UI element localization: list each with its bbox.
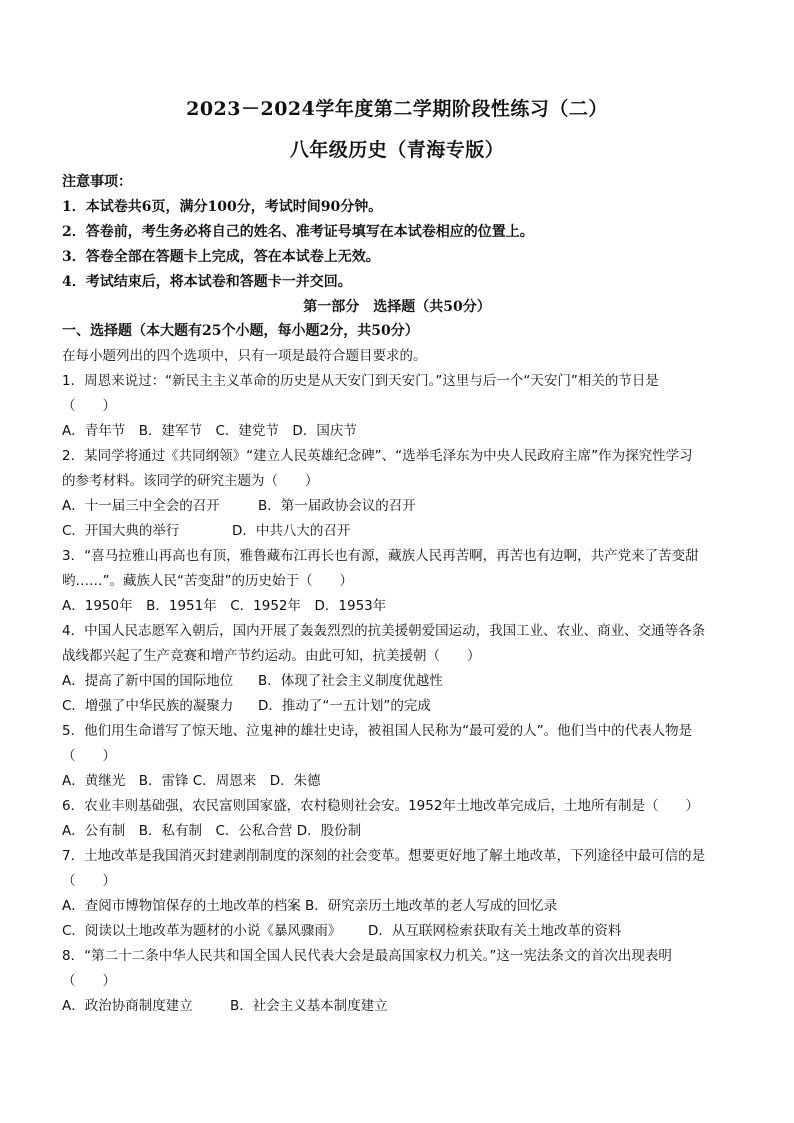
question-options [62, 671, 742, 691]
question-stem: 哟……”。藏族人民“苦变甜”的历史始于（ ） [62, 573, 353, 589]
question-stem: （ ） [62, 973, 116, 989]
question-stem: 8．“第二十二条中华人民共和国全国人民代表大会是最高国家权力机关。”这一宪法条文的首次出现表明 [62, 948, 672, 964]
option-a: A．十一届三中全会的召开 [62, 498, 220, 514]
question-stem: 4．中国人民志愿军入朝后，国内开展了轰轰烈烈的抗美援朝爱国运动，我国工业、农业、商业、交通等各条 [62, 623, 706, 639]
question-options [62, 696, 742, 716]
option-b: B．第一届政协会议的召开 [258, 498, 416, 514]
part-heading: 第一部分 选择题（共50分） [303, 299, 491, 315]
option-a: A．提高了新中国的国际地位 [62, 673, 234, 689]
notice-heading: 注意事项： [62, 174, 132, 190]
question-stem: （ ） [62, 398, 116, 414]
option-line: A．青年节 B．建军节 C．建党节 D．国庆节 [62, 423, 357, 439]
option-d: D．推动了“一五计划”的完成 [258, 698, 431, 714]
question-options [62, 421, 742, 441]
notice-item: 3．答卷全部在答题卡上完成，答在本试卷上无效。 [62, 249, 380, 265]
question-options [62, 596, 742, 616]
question-stem: 5．他们用生命谱写了惊天地、泣鬼神的雄壮史诗，被祖国人民称为“最可爱的人”。他们当中的代表人物是 [62, 723, 693, 739]
option-d: D．从互联网检索获取有关土地改革的资料 [368, 923, 622, 939]
question-options [62, 921, 742, 941]
question-options [62, 821, 742, 841]
section-instruction: 在每小题列出的四个选项中，只有一项是最符合题目要求的。 [62, 348, 427, 364]
option-b: B．体现了社会主义制度优越性 [258, 673, 443, 689]
question-stem: （ ） [62, 873, 116, 889]
question-stem: （ ） [62, 748, 116, 764]
question-options [62, 771, 742, 791]
option-line: A．公有制 B．私有制 C．公私合营 D．股份制 [62, 823, 362, 839]
option-line: A．黄继光 B．雷锋 C．周恩来 D．朱德 [62, 773, 321, 789]
notice-item: 1．本试卷共6页，满分100分，考试时间90分钟。 [62, 199, 383, 215]
question-stem: 的参考材料。该同学的研究主题为（ ） [62, 473, 319, 489]
question-stem: 7．土地改革是我国消灭封建剥削制度的深刻的社会变革。想要更好地了解土地改革，下列途径中最可信的是 [62, 848, 706, 864]
option-b: B．社会主义基本制度建立 [230, 998, 388, 1014]
option-c: C．增强了中华民族的凝聚力 [62, 698, 234, 714]
question-options [62, 896, 742, 916]
option-line: A．1950年 B．1951年 C．1952年 D．1953年 [62, 598, 387, 614]
question-stem: 6．农业丰则基础强，农民富则国家盛，农村稳则社会安。1952年土地改革完成后，土地所有制是（ ） [62, 798, 699, 814]
option-d: D．中共八大的召开 [232, 523, 351, 539]
section-heading: 一、选择题（本大题有25个小题，每小题2分，共50分） [62, 323, 419, 339]
notice-item: 2．答卷前，考生务必将自己的姓名、准考证号填写在本试卷相应的位置上。 [62, 224, 534, 240]
option-c: C．阅读以土地改革为题材的小说《暴风骤雨》 [62, 923, 342, 939]
question-options [62, 996, 742, 1016]
option-line: A．查阅市博物馆保存的土地改革的档案 B．研究亲历土地改革的老人写成的回忆录 [62, 898, 558, 914]
exam-title: 2023－2024学年度第二学期阶段性练习（二） [186, 98, 608, 120]
question-stem: 2．某同学将通过《共同纲领》“建立人民英雄纪念碑”、“选举毛泽东为中央人民政府主席”作为探究性学习 [62, 448, 693, 464]
question-options [62, 521, 742, 541]
question-stem: 战线都兴起了生产竞赛和增产节约运动。由此可知，抗美援朝（ ） [62, 648, 481, 664]
option-c: C．开国大典的举行 [62, 523, 180, 539]
question-options [62, 496, 742, 516]
question-stem: 3．“喜马拉雅山再高也有顶，雅鲁藏布江再长也有源，藏族人民再苦啊，再苦也有边啊，共产党来了苦变甜 [62, 548, 699, 564]
question-stem: 1．周恩来说过：“新民主主义革命的历史是从天安门到天安门。”这里与后一个“天安门”相关的节日是 [62, 373, 659, 389]
exam-subtitle: 八年级历史（青海专版） [289, 139, 505, 161]
notice-item: 4．考试结束后，将本试卷和答题卡一并交回。 [62, 274, 352, 290]
option-a: A．政治协商制度建立 [62, 998, 193, 1014]
